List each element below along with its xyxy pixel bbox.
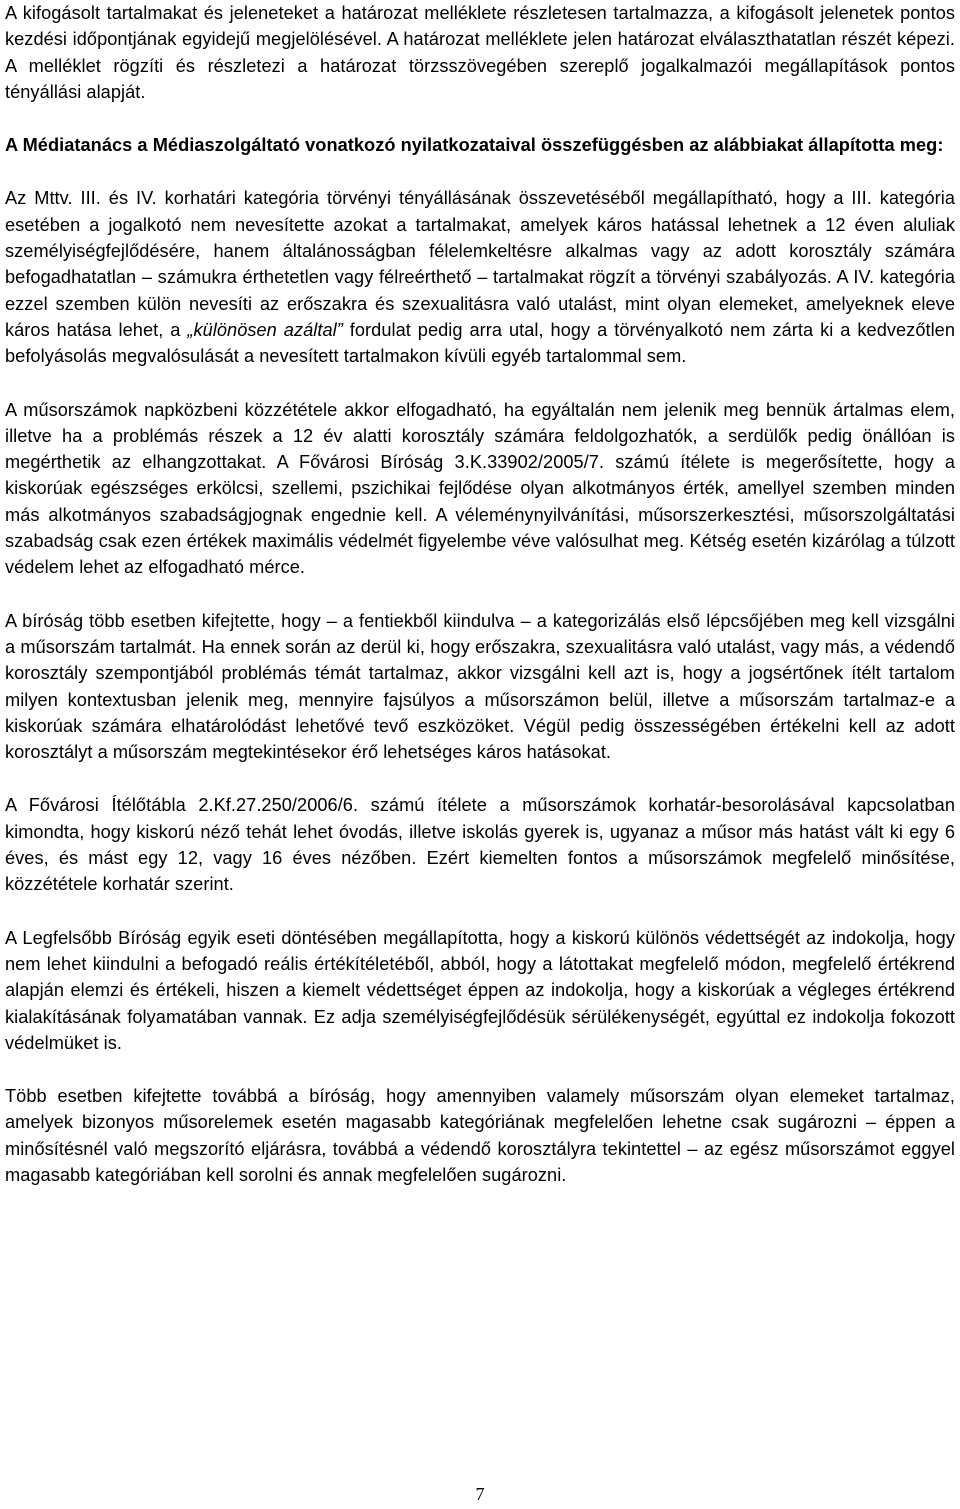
paragraph-daytime-broadcast: A műsorszámok napközbeni közzététele akkor elfogadható, ha egyáltalán nem jelenik meg bennük ártalmas elem, illetve ha a problémás részek a 12 év alatti korosztály számára feldolgozhatók, a serdülők pedig önállóan is megérthetik az elhangzottakat. A Fővárosi Bíróság 3.K.33902/2005/7. számú ítélete is megerősítette, hogy a kiskorúak egészséges erkölcsi, szellemi, pszichikai fejlődése olyan alkotmányos érték, amellyel szemben minden más alkotmányos szabadságjognak engednie kell. A véleménynyilvánítási, műsorszerkesztési, műsorszolgáltatási szabadság csak ezen értékek maximális védelmét figyelembe véve valósulhat meg. Kétség esetén kizárólag a túlzott védelem lehet az elfogadható mérce. [5, 399, 955, 578]
paragraph-age-category-text-2: fordulat pedig arra utal, hogy a törvényalkotó nem zárta ki a kedvezőtlen befolyásolás megvalósulását a nevesített tartalmakon kívüli egyéb tartalommal sem. [5, 319, 956, 367]
paragraph-court-categorization: A bíróság több esetben kifejtette, hogy – a fentiekből kiindulva – a kategorizálás első lépcsőjében meg kell vizsgálni a műsorszám tartalmát. Ha ennek során az derül ki, hogy erőszakra, szexualitásra való utalást, vagy más, a védendő korosztály szempontjából problémás témát tartalmaz, akkor vizsgálni kell azt is, hogy a jogsértőnek ítélt tartalom milyen kontextusban jelenik meg, mennyire fajsúlyos a műsorszámon belül, illetve a műsorszám tartalmaz-e a kiskorúak számára elhatárolódást lehetővé tevő eszközöket. Végül pedig összességében értékelni kell az adott korosztályt a műsorszám megtekintésekor érő lehetséges káros hatásokat. [5, 610, 955, 763]
paragraph-higher-category: Több esetben kifejtette továbbá a bíróság, hogy amennyiben valamely műsorszám olyan elemeket tartalmaz, amelyek bizonyos műsorelemek esetén magasabb kategóriának megfelelően lehetne csak sugározni – éppen a minősítésnél való megszorító eljárásra, továbbá a védendő korosztályra tekintettel – az egész műsorszámot eggyel magasabb kategóriában kell sorolni és annak megfelelően sugározni. [5, 1086, 955, 1185]
paragraph-age-category-text-1: Az Mttv. III. és IV. korhatári kategória törvényi tényállásának összevetéséből megállapítható, hogy a III. kategória esetében a jogalkotó nem nevesítette azokat a tartalmakat, amelyek káros hatással lehetnek a 12 éven aluliak személyiségfejlődésére, hanem általánosságban félelemkeltésre alkalmas vagy az adott korosztály számára befogadhatatlan – számukra érthetetlen vagy félreérthető – tartalmakat rögzít a törvényi szabályozás. A IV. kategória ezzel szemben külön nevesíti az erőszakra és szexualitásra való utalást, mint olyan elemeket, amelyeknek eleve káros hatása lehet, a [5, 188, 955, 340]
paragraph-supreme-court: A Legfelsőbb Bíróság egyik eseti döntésében megállapította, hogy a kiskorú különös védettségét az indokolja, hogy nem lehet kiindulni a befogadó reális értékítéletéből, abból, hogy a látottakat megfelelő módon, megfelelő értékrend alapján elemzi és értékeli, hiszen a kiemelt védettséget éppen az indokolja, hogy a kiskorúak a végleges értékrend kialakításának folyamatában vannak. Ez adja személyiségfejlődésük sérülékenységét, egyúttal ez indokolja fokozott védelmüket is. [5, 927, 955, 1053]
section-heading: A Médiatanács a Médiaszolgáltató vonatkozó nyilatkozataival összefüggésben az alábbiakat állapította meg: [5, 135, 944, 156]
paragraph-appeal-court: A Fővárosi Ítélőtábla 2.Kf.27.250/2006/6. számú ítélete a műsorszámok korhatár-besorolásával kapcsolatban kimondta, hogy kiskorú néző tehát lehet óvodás, illetve iskolás gyerek is, ugyanaz a műsor más hatást vált ki egy 6 éves, és mást egy 12, vagy 16 éves nézőben. Ezért kiemelten fontos a műsorszámok megfelelő minősítése, közzététele korhatár szerint. [5, 795, 955, 895]
page-number: 7 [475, 1484, 485, 1504]
paragraph-age-category [5, 185, 955, 369]
paragraph-age-category-italic: „különösen azáltal” [187, 319, 343, 340]
paragraph-annex: A kifogásolt tartalmakat és jeleneteket a határozat melléklete részletesen tartalmazza, a kifogásolt jelenetek pontos kezdési időpontjának egyidejű megjelölésével. A határozat melléklete jelen határozat elválaszthatatlan részét képezi. A melléklet rögzíti és részletezi a határozat törzsszövegében szereplő jogalkalmazói megállapítások pontos tényállási alapját. [5, 3, 955, 102]
document-page [5, 0, 955, 1188]
